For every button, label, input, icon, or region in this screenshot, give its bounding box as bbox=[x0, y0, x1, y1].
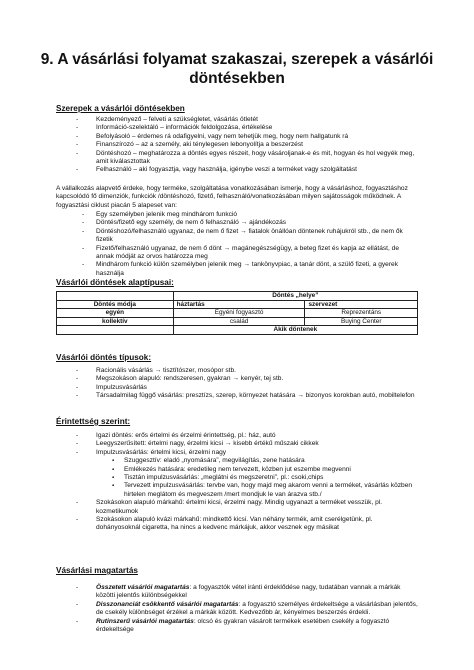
decision-types-list bbox=[76, 367, 418, 401]
table-cell: kollektív bbox=[57, 317, 174, 326]
section-heading-behaviour: Vásárlási magatartás bbox=[56, 566, 138, 575]
list-item-text: Impulzusvásárlás: értelmi kicsi, érzelmi nagy bbox=[96, 448, 227, 456]
table-cell: Reprezentáns bbox=[305, 309, 418, 318]
list-item: - Impulzusvásárlás bbox=[76, 384, 418, 392]
table-header: háztartás bbox=[173, 300, 305, 309]
list-item: - Szokásokon alapuló kvázi márkahű: mindkettő kicsi. Van néhány termék, amit cserélgetünk, pl. dohányosoknál cigaretta, ha nincs a kedvenc márkájuk, akkor vesznek egy másikat bbox=[76, 516, 418, 533]
list-item: - Igazi döntés: erős értelmi és érzelmi érintettség, pl.: ház, autó bbox=[76, 432, 418, 440]
list-item: - Fizető/felhasználó ugyanaz, de nem ő dönt → magánegészségügy, a beteg fizet és kapja az ellátást, de annak módját az orvos határozza meg bbox=[76, 245, 418, 262]
table-row bbox=[57, 317, 418, 326]
table-cell: Buying Center bbox=[305, 317, 418, 326]
list-item bbox=[76, 601, 418, 618]
definition: : a fogyasztók vétel iránti érdeklődése nagy, tudatában vannak a márkák közötti jelentős különbségekkel bbox=[96, 584, 401, 600]
list-item: - Információ-szelektáló – információk feldolgozása, értékelése bbox=[76, 124, 418, 132]
page-title: 9. A vásárlási folyamat szakaszai, szerepek a vásárlói döntésekben bbox=[40, 51, 434, 87]
roles-list bbox=[76, 116, 418, 175]
table-cell: Egyéni fogyasztó bbox=[173, 309, 305, 318]
list-item: - Döntéshozó – meghatározza a döntés egyes részeit, hogy vásároljanak-e és mit, hogyan és hol vegyék meg, amit kiválasztottak bbox=[76, 150, 418, 167]
list-item bbox=[76, 618, 418, 635]
list-item: - Egy személyben jelenik meg mindhárom funkció bbox=[76, 211, 418, 219]
list-item: - Megszokáson alapuló: rendszeresen, gyakran → kenyér, tej stb. bbox=[76, 375, 418, 383]
impulse-sublist bbox=[96, 457, 418, 499]
term: Összetett vásárlói magatartás bbox=[96, 584, 190, 591]
list-item: - Leegyszerűsített: értelmi nagy, érzelmi kicsi → kisebb értékű műszaki cikkek bbox=[76, 440, 418, 448]
term: Disszonanciát csökkentő vásárlói magatartás bbox=[96, 600, 239, 608]
table-cell: egyén bbox=[57, 309, 174, 318]
list-item: - Döntéshozó/felhasználó ugyanaz, de nem ő fizet → fiatalok önállóan döntenek ruhájukról stb., de nem ők fizetik bbox=[76, 228, 418, 245]
list-item: - Társadalmilag függő vásárlás: presztízs, szerep, környezet hatására → bizonyos korokban autó, mobiltelefon bbox=[76, 392, 418, 400]
list-item: - Finanszírozó – az a személy, aki ténylegesen lebonyolítja a beszerzést bbox=[76, 141, 418, 149]
sub-list-item: ▪ Szuggesztív: eladó „nyomására”, megvilágítás, zene hatására bbox=[96, 457, 418, 465]
list-item: - Racionális vásárlás → tisztítószer, mosópor stb. bbox=[76, 367, 418, 375]
list-item bbox=[76, 584, 418, 601]
behaviour-list bbox=[76, 584, 418, 634]
table-cell: család bbox=[173, 317, 305, 326]
list-item: - Szokásokon alapuló márkahű: értelmi kicsi, érzelmi nagy. Mindig ugyanazt a terméket vesszük, pl. kozmetikumok bbox=[76, 499, 418, 516]
sub-list-item: ▪ Tisztán impulzusvásárlás: „meglátni és megszeretni”, pl.: csoki,chips bbox=[96, 474, 418, 482]
table-header: szervezet bbox=[305, 300, 418, 309]
list-item: - Felhasználó – aki fogyasztja, vagy használja, igénybe veszi a terméket vagy szolgáltatást bbox=[76, 166, 418, 174]
list-item: - Döntés/fizető egy személy, de nem ő felhasználó → ajándékozás bbox=[76, 219, 418, 227]
table-row bbox=[57, 309, 418, 318]
section-heading-decision-types: Vásárlói döntés típusok: bbox=[56, 353, 152, 362]
intro-paragraph: A vállalkozás alapvető érdeke, hogy terméke, szolgáltatása vonatkozásában ismerje, hogy a vásárláshoz, fogyasztáshoz kapcsolódó fő dimenziók, funkciók /döntéshozó, fizető, felhasználó/vonatkozásában milyen sajátosságok működnek. A fogyasztási ciklust piacán 5 alapeset van: bbox=[56, 185, 408, 209]
section-heading-basic-types: Vásárlói döntések alaptípusai: bbox=[56, 278, 174, 287]
list-item: - Kezdeményező – felveti a szükségletet, vásárlás ötletét bbox=[76, 116, 418, 124]
table-cell bbox=[57, 292, 174, 301]
sub-list-item: ▪ Emlékezés hatására: eredetileg nem tervezett, közben jut eszembe megvenni bbox=[96, 466, 418, 474]
list-item bbox=[76, 449, 418, 499]
table-footer: Akik döntenek bbox=[173, 326, 417, 335]
table-cell bbox=[57, 326, 174, 335]
list-item: - Mindhárom funkció külön személyben jelenik meg → tankönyvpiac, a tanár dönt, a szülő fizeti, a gyerek használja bbox=[76, 261, 418, 278]
list-item: - Befolyásoló – érdemes rá odafigyelni, vagy nem tehetjük meg, hogy nem hallgatunk rá bbox=[76, 133, 418, 141]
table-header: Döntés módja bbox=[57, 300, 174, 309]
sub-list-item: ▪ Tervezett impulzusvásárlás: tervbe van, hogy majd meg akarom venni a terméket, vásárlás közben hirtelen meglátom és megveszem /mert mondjuk le van árazva stb./ bbox=[96, 482, 418, 499]
decision-types-table bbox=[56, 291, 418, 335]
section-heading-roles: Szerepek a vásárlói döntésekben bbox=[56, 104, 185, 113]
involvement-list bbox=[76, 432, 418, 533]
cases-list bbox=[76, 211, 418, 278]
section-heading-involvement: Érintettség szerint: bbox=[56, 417, 131, 426]
definition: : a fogyasztó személyes érdekeltsége a vásárlásban jelentős, de csekély különbséget érzékel a márkák között. Kedvezőbb ár, kényelmes beszerzés érdekli. bbox=[96, 600, 418, 617]
definition: : olcsó és gyakran vásárolt termékek esetében csekély a fogyasztó érdekeltsége bbox=[96, 617, 390, 634]
term: Rutinszerű vásárlói magatartás bbox=[96, 617, 194, 625]
table-header-top: Döntés „helye” bbox=[173, 292, 417, 301]
